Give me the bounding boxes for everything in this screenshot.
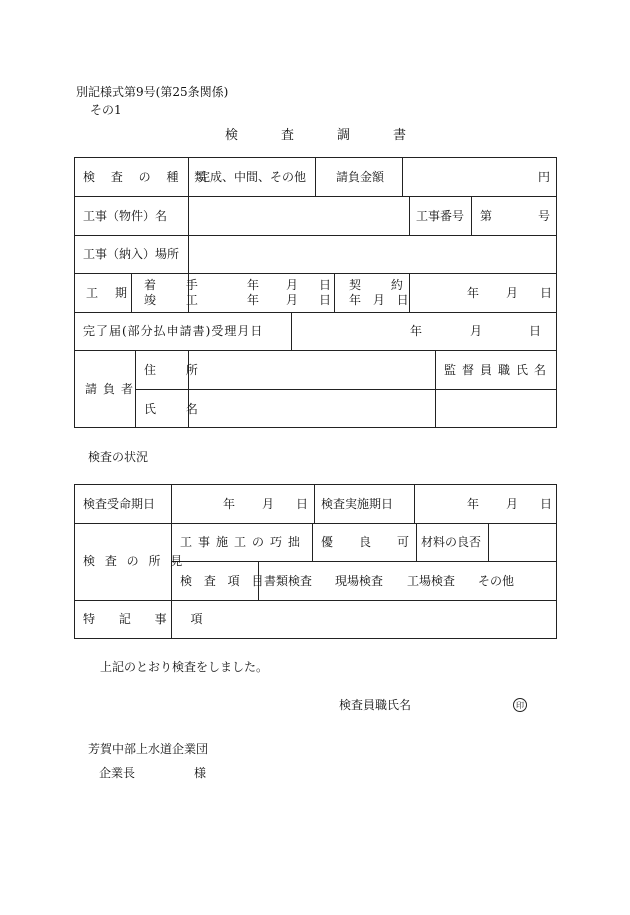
items-label: 検 査 項 目: [180, 574, 268, 588]
contract-amount-label: 請負金額: [336, 170, 385, 184]
year-unit: 年: [467, 497, 480, 511]
year-unit: 年: [467, 286, 480, 300]
exec-date-label: 検査実施期日: [321, 497, 394, 511]
item-other: その他: [478, 574, 515, 588]
seal-mark: 印: [513, 698, 527, 712]
day-unit: 日: [296, 497, 309, 511]
month-unit: 月: [286, 293, 299, 307]
organization: 芳賀中部上水道企業団: [88, 742, 209, 756]
yen-unit: 円: [538, 170, 551, 184]
year-unit: 年: [247, 293, 260, 307]
month-unit: 月: [286, 278, 299, 292]
rating-excellent: 優: [321, 535, 334, 549]
material-label: 材料の良否: [421, 535, 482, 549]
rating-good: 良: [359, 535, 372, 549]
skill-label: 工事施工の巧拙: [180, 535, 307, 549]
notes-label: 特 記 事 項: [83, 612, 213, 626]
dai-label: 第: [480, 209, 493, 223]
item-docs: 書類検査: [264, 574, 313, 588]
day-unit: 日: [540, 286, 553, 300]
inspector-label: 検査員職氏名: [339, 698, 412, 712]
section-label: 検査の状況: [88, 450, 149, 464]
order-date-label: 検査受命期日: [83, 497, 156, 511]
statement: 上記のとおり検査をしました。: [100, 660, 269, 674]
inspection-type-value: 完成、中間、その他: [198, 170, 307, 184]
contractor-label: 請負者: [85, 382, 140, 396]
title-char: 調: [337, 128, 351, 143]
rating-fair: 可: [397, 535, 410, 549]
day-unit: 日: [319, 278, 332, 292]
location-label: 工事（納入）場所: [83, 247, 180, 261]
month-unit: 月: [262, 497, 275, 511]
month-unit: 月: [506, 497, 519, 511]
address-label: 住 所: [144, 363, 211, 377]
item-site: 現場検査: [335, 574, 384, 588]
sub-label: その1: [90, 103, 122, 117]
supervisor-label: 監督員職氏名: [444, 363, 553, 377]
year-unit: 年: [247, 278, 260, 292]
contract-label: 契 約: [349, 278, 416, 292]
title-char: 検: [225, 128, 239, 143]
year-unit: 年: [223, 497, 236, 511]
complete-label: 竣 工: [144, 293, 211, 307]
year-unit: 年: [410, 324, 423, 338]
month-unit: 月: [470, 324, 483, 338]
day-unit: 日: [540, 497, 553, 511]
form-label: 別記様式第9号(第25条関係): [76, 85, 229, 99]
work-name-label: 工事（物件）名: [83, 209, 168, 223]
item-factory: 工場検査: [407, 574, 456, 588]
day-unit: 日: [319, 293, 332, 307]
contract-date: 年 月 日: [349, 293, 413, 307]
work-number-label: 工事番号: [416, 209, 465, 223]
honorific: 様: [194, 766, 207, 780]
title-char: 査: [281, 128, 295, 143]
start-label: 着 手: [144, 278, 211, 292]
month-unit: 月: [506, 286, 519, 300]
report-date-label: 完了届(部分払申請書)受理月日: [83, 324, 264, 338]
period-label-2: 期: [115, 286, 128, 300]
go-label: 号: [538, 209, 551, 223]
inspection-type-label: 検 査 の 種 類: [83, 170, 213, 184]
period-label-1: 工: [86, 286, 99, 300]
name-label: 氏 名: [144, 402, 211, 416]
findings-label: 検 査 の 所 見: [83, 554, 186, 568]
day-unit: 日: [529, 324, 542, 338]
recipient-title: 企業長: [99, 766, 136, 780]
title-char: 書: [393, 128, 407, 143]
